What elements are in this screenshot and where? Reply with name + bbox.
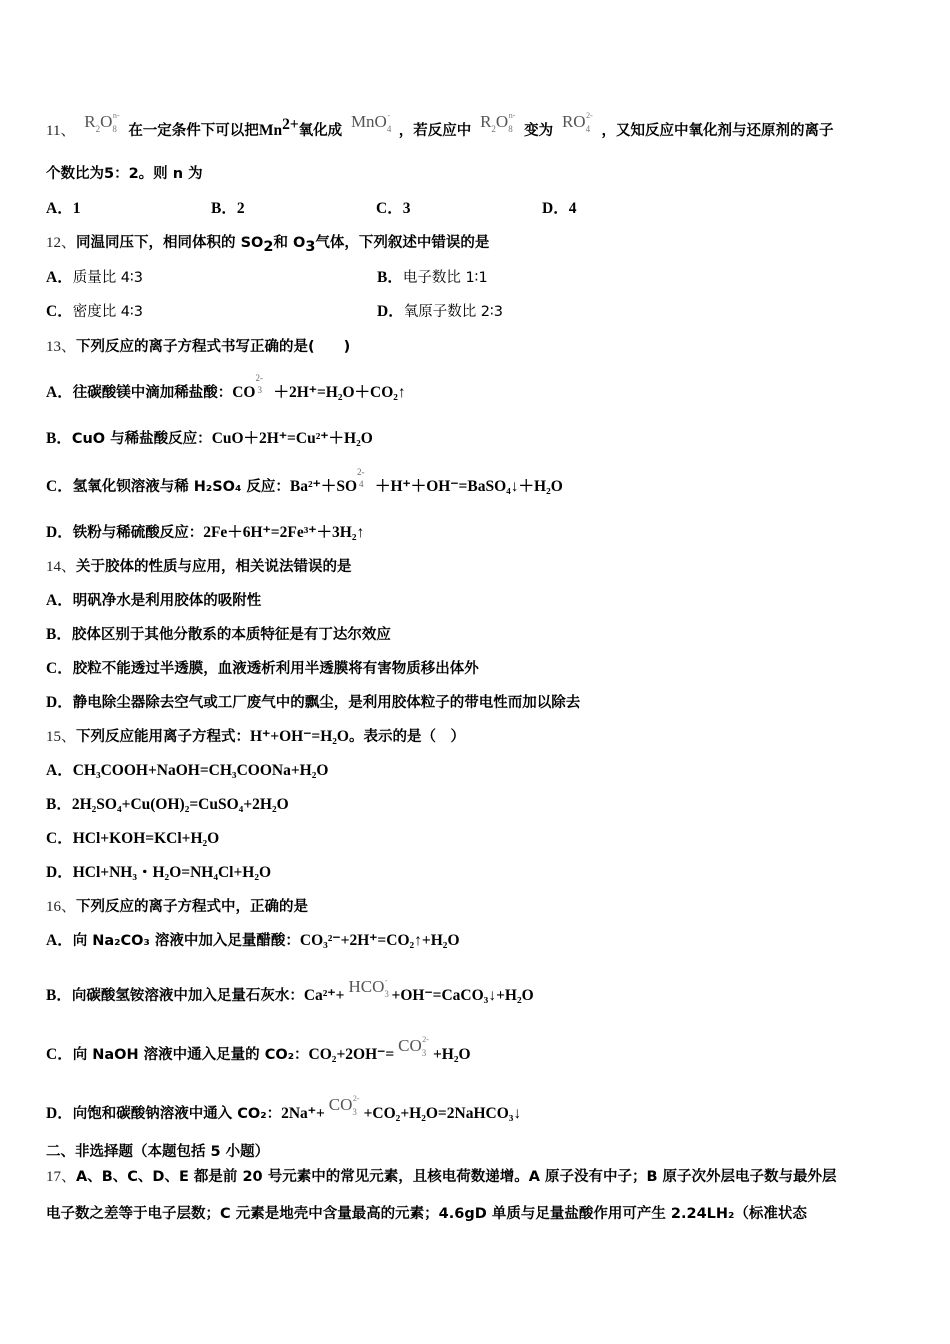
- option-a[interactable]: A．1: [46, 200, 81, 217]
- question-13-stem: 13、下列反应的离子方程式书写正确的是( ): [46, 339, 351, 355]
- question-16-option-c[interactable]: C．向 NaOH 溶液中通入足量的 CO₂：$CO_2+2OH^-= CO_3^{2-}+H_2O$: [46, 1035, 471, 1063]
- question-15-option-b[interactable]: B．2H₂SO₄+Cu(OH)₂=CuSO₄+2H₂O: [46, 796, 289, 813]
- question-11-line-2: 个数比为5：2。则 n 为: [46, 166, 203, 182]
- question-11-line-1: 11、 $R_2O_8^{n-}$ 在一定条件下可以把$Mn^{2+}$氧化成 MnO$_4$- ，若反应中 $R_2O_8^{n-}$ 变为 $RO_4^{2-}$ ，又知反应中氧化剂与还原剂的离子: [46, 111, 834, 139]
- question-16-option-a[interactable]: A．向 Na₂CO₃ 溶液中加入足量醋酸：CO₃²⁻+2H⁺=CO₂↑+H₂O: [46, 932, 460, 949]
- question-15-option-d[interactable]: D．HCl+NH₃・H₂O=NH₄Cl+H₂O: [46, 864, 272, 881]
- ion-mno4: MnO$_4$-: [350, 111, 392, 134]
- option-b[interactable]: B．电子数比 1∶1: [377, 269, 488, 286]
- question-16-option-b[interactable]: B．向碳酸氢铵溶液中加入足量石灰水：$Ca^{2+}+ HCO_3^-+OH^-=CaCO_3↓+H_2O$: [46, 976, 534, 1004]
- option-d[interactable]: D．氧原子数比 2∶3: [377, 303, 504, 320]
- ion-ro4: $RO_4^{2-}$: [561, 111, 593, 134]
- question-number: 11、: [46, 123, 76, 139]
- ion-co3: $CO_3^{2-}$: [398, 1035, 429, 1058]
- ion-hco3: $HCO_3^-$: [348, 976, 389, 999]
- question-number: 16、: [46, 899, 77, 915]
- ion-r2o8: $R_2O_8^{n-}$: [84, 111, 120, 134]
- question-16-stem: 16、下列反应的离子方程式中，正确的是: [46, 899, 309, 915]
- question-13-option-b[interactable]: B．CuO 与稀盐酸反应：CuO＋2H⁺=Cu²⁺＋H₂O: [46, 430, 373, 447]
- question-13-option-c[interactable]: C．氢氧化钡溶液与稀 H₂SO₄ 反应：Ba²⁺＋SO 2- 4 ＋H⁺＋OH⁻=BaSO₄↓＋H₂O: [46, 467, 563, 495]
- question-14-option-d[interactable]: D．静电除尘器除去空气或工厂废气中的飘尘，是利用胶体粒子的带电性而加以除去: [46, 694, 581, 711]
- option-c[interactable]: C．密度比 4∶3: [46, 303, 144, 320]
- option-d[interactable]: D．4: [542, 200, 577, 217]
- question-17-line-1: 17、A、B、C、D、E 都是前 20 号元素中的常见元素，且核电荷数递增。A 原子没有中子；B 原子次外层电子数与最外层: [46, 1169, 837, 1185]
- question-14-option-b[interactable]: B．胶体区别于其他分散系的本质特征是有丁达尔效应: [46, 626, 391, 643]
- ion-co3: $CO_3^{2-}$: [328, 1094, 360, 1117]
- question-14-option-a[interactable]: A．明矾净水是利用胶体的吸附性: [46, 592, 262, 609]
- question-number: 14、: [46, 559, 77, 575]
- section-2-title: 二、非选择题（本题包括 5 小题）: [46, 1144, 270, 1160]
- question-number: 12、: [46, 235, 77, 251]
- option-c[interactable]: C．3: [376, 200, 411, 217]
- option-a[interactable]: A．质量比 4∶3: [46, 269, 144, 286]
- ion-r2o8: $R_2O_8^{n-}$: [480, 111, 516, 134]
- question-number: 17、: [46, 1169, 77, 1185]
- question-13-option-a[interactable]: A．往碳酸镁中滴加稀盐酸：CO 2- 3 ＋2H⁺=H₂O＋CO₂↑: [46, 373, 406, 401]
- question-16-option-d[interactable]: D．向饱和碳酸钠溶液中通入 CO₂：$2Na^++ CO_3^{2-}+CO_2+H_2O=2NaHCO_3↓$: [46, 1094, 522, 1122]
- question-number: 15、: [46, 729, 77, 745]
- question-15-option-a[interactable]: A．CH₃COOH+NaOH=CH₃COONa+H₂O: [46, 762, 329, 779]
- question-15-option-c[interactable]: C．HCl+KOH=KCl+H₂O: [46, 830, 220, 847]
- question-14-stem: 14、关于胶体的性质与应用，相关说法错误的是: [46, 559, 352, 575]
- question-15-stem: 15、下列反应能用离子方程式：H⁺+OH⁻=H₂O。表示的是（ ）: [46, 728, 465, 745]
- question-17-line-2: 电子数之差等于电子层数；C 元素是地壳中含量最高的元素；4.6gD 单质与足量盐酸作用可产生 2.24LH₂（标准状态: [46, 1206, 807, 1222]
- question-number: 13、: [46, 339, 77, 355]
- question-14-option-c[interactable]: C．胶粒不能透过半透膜，血液透析利用半透膜将有害物质移出体外: [46, 660, 479, 677]
- option-b[interactable]: B．2: [211, 200, 245, 217]
- question-13-option-d[interactable]: D．铁粉与稀硫酸反应：2Fe＋6H⁺=2Fe³⁺＋3H₂↑: [46, 524, 365, 541]
- question-12-stem: 12、同温同压下，相同体积的 $SO_2$和 $O_3$气体，下列叙述中错误的是: [46, 235, 490, 255]
